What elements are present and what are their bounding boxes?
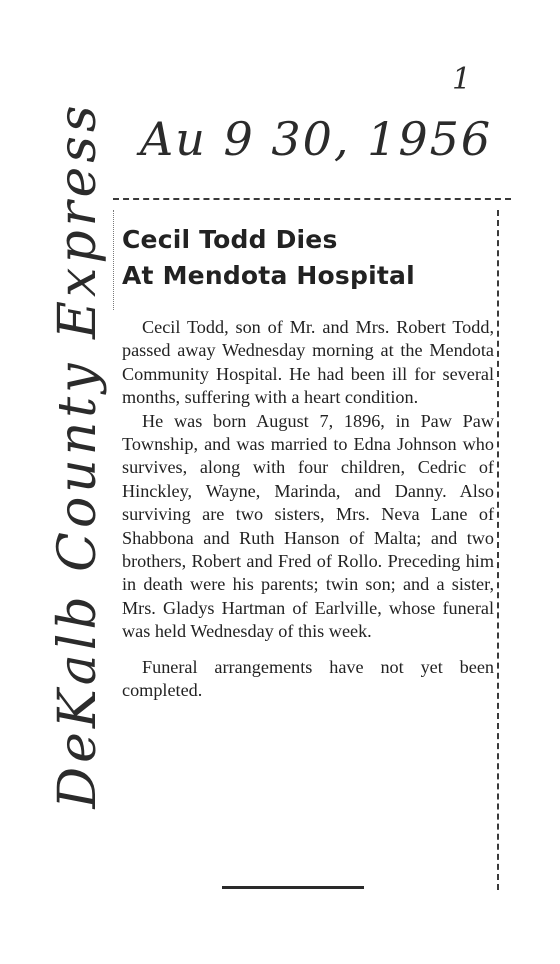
handwritten-date: Au 9 30, 1956 [140,112,493,166]
headline [122,222,494,294]
headline-line-2: At Mendota Hospital [122,261,415,290]
handwritten-source-newspaper: DeKalb County Express [48,101,108,809]
end-of-article-rule [222,886,364,889]
paragraph-death-notice: Cecil Todd, son of Mr. and Mrs. Robert Todd, passed away Wednesday morning at the Mendota Community Hospital. He had been ill for several months, suffering with a heart condition. [122,317,494,408]
paragraph-biography: He was born August 7, 1896, in Paw Paw Township, and was married to Edna Johnson who survives, along with four children, Cedric of Hinckley, Wayne, Marinda, and Danny. Also surviving are two sisters, Mrs. Neva Lane of Shabbona and Ruth Hanson of Malta; and two brothers, Robert and Fred of Rollo. Preceding him in death were his parents; twin son; and a sister, Mrs. Gladys Hartman of Earlville, whose funeral was held Wednesday of this week. [122,410,494,642]
newspaper-clipping [122,222,494,703]
clipping-right-edge [497,210,499,890]
handwritten-page-number: 1 [452,62,472,97]
clipping-top-edge [113,198,511,200]
article-body [122,316,494,703]
headline-line-1: Cecil Todd Dies [122,225,338,254]
clipping-left-edge [113,210,114,310]
paragraph-funeral: Funeral arrangements have not yet been completed. [122,656,494,701]
